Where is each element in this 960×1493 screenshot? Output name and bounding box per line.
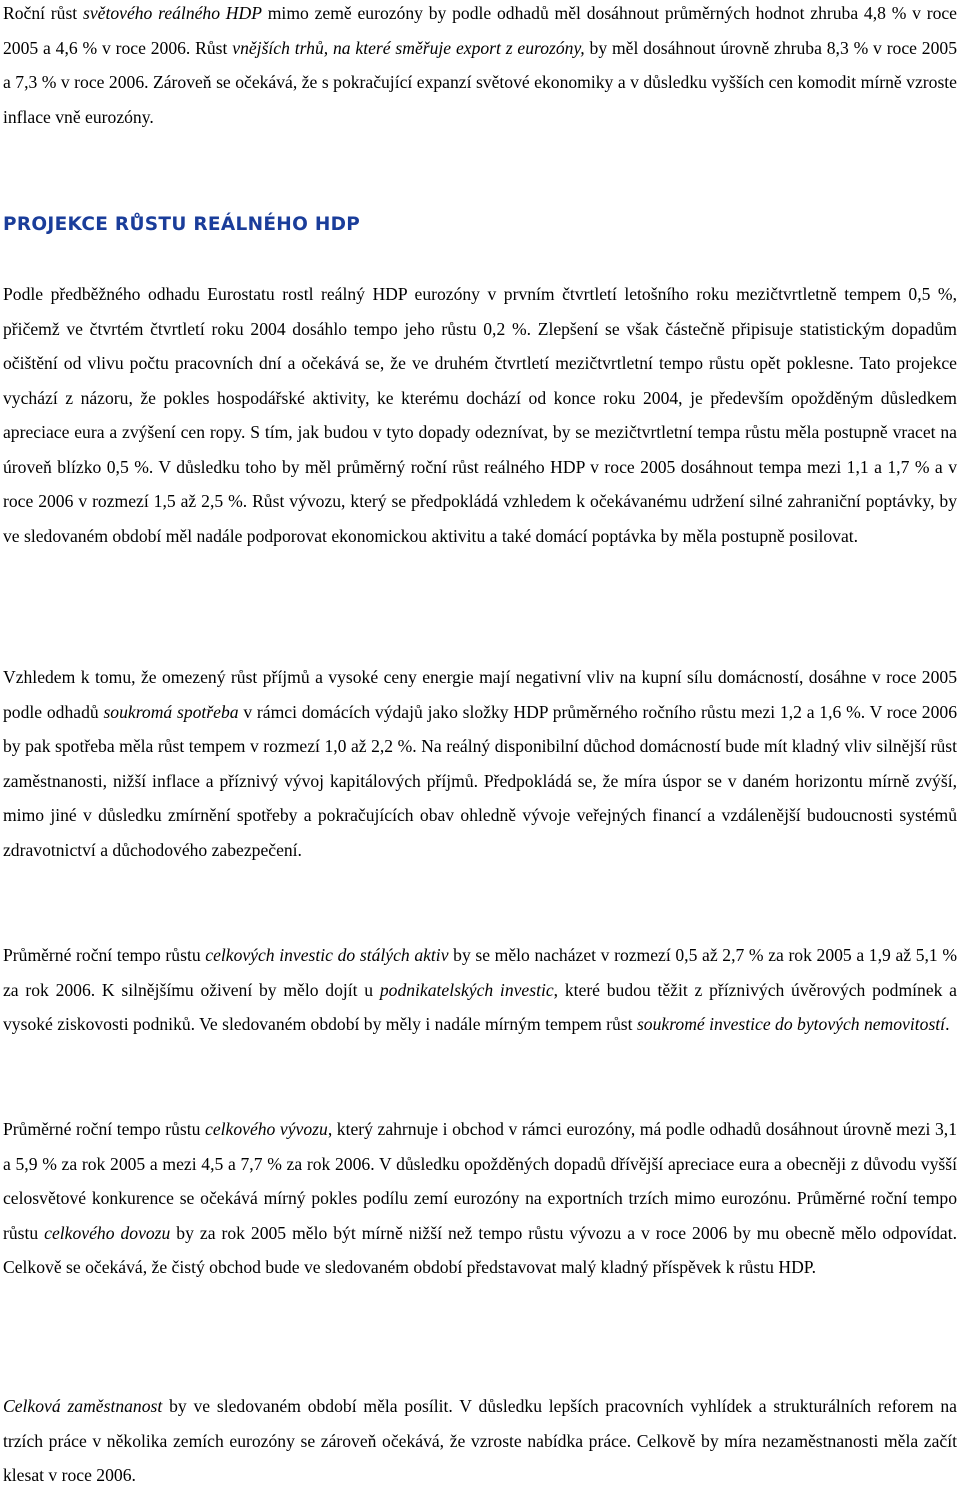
text-run: by za rok 2005 mělo být mírně nižší než tempo růstu vývozu a v roce 2006 by mu obecně mělo odpovídat. Celkově se očekává, že čistý obchod bude ve sledovaném období představovat malý kladný příspěvek k růstu HDP.	[3, 1222, 957, 1277]
text-run: Průměrné roční tempo růstu	[3, 1119, 206, 1139]
paragraph-employment	[3, 1389, 957, 1493]
text-run: Podle předběžného odhadu Eurostatu rostl reálný HDP eurozóny v prvním čtvrtletí letošního roku mezičtvrtletně tempem 0,5 %, přičemž ve čtvrtém čtvrtletí roku 2004 dosáhlo tempo jeho růstu 0,2 %. Zlepšení se však částečně připisuje statistickým dopadům očištění od vlivu počtu pracovních dní a očekává se, že ve druhém čtvrtletí mezičtvrtletní tempo růstu opět poklesne. Tato projekce vychází z názoru, že pokles hospodářské aktivity, ke kterému dochází od konce roku 2004, je především opožděným důsledkem apreciace eura a zvýšení cen ropy. S tím, jak budou v tyto dopady odeznívat, by se mezičtvrtletní tempa růstu měla postupně vracet na úroveň blízko 0,5 %. V důsledku toho by měl průměrný roční růst reálného HDP v roce 2005 dosáhnout tempa mezi 1,1 a 1,7 % a v roce 2006 v rozmezí 1,5 až 2,5 %. Růst vývozu, který se předpokládá vzhledem k očekávanému udržení silné zahraniční poptávky, by ve sledovaném období měl nadále podporovat ekonomickou aktivitu a také domácí poptávka by měla postupně posilovat.	[3, 284, 957, 546]
text-run: by měl dosáhnout úrovně zhruba 8,3 % v roce 2005 a 7,3 % v roce 2006. Zároveň se očekává, že s pokračující expanzí světové ekonomiky a v důsledku vyšších cen komodit mírně vzroste inflace vně eurozóny.	[3, 37, 957, 127]
italic-term: celkového dovozu	[44, 1222, 171, 1243]
text-run: by se mělo nacházet v rozmezí 0,5 až 2,7 % za rok 2005 a 1,9 až 5,1 % za rok 2006. K silnějšímu oživení by mělo dojít u	[3, 945, 957, 1000]
paragraph-private-consumption	[3, 660, 957, 867]
paragraph-gdp-projection	[3, 277, 957, 553]
text-run: Průměrné roční tempo růstu	[3, 945, 206, 965]
italic-term: Celková zaměstnanost	[3, 1396, 163, 1416]
italic-term: vnějších trhů, na které směřuje export z eurozóny,	[232, 37, 585, 58]
italic-term: soukromé investice do bytových nemovitostí	[636, 1014, 946, 1034]
text-run: , který zahrnuje i obchod v rámci eurozóny, má podle odhadů dosáhnout úrovně mezi 3,1 a 5,9 % za rok 2005 a mezi 4,5 a 7,7 % za rok 2006. V důsledku opožděných dopadů dřívější apreciace eura a obecněji z důvodu vyšší celosvětové konkurence se očekává mírný pokles podílu zemí eurozóny na exportních trzích mimo eurozónu. Průměrné roční tempo růstu	[3, 1119, 957, 1243]
paragraph-world-gdp	[3, 0, 957, 134]
italic-term: soukromá spotřeba	[103, 701, 239, 722]
text-run: Vzhledem k tomu, že omezený růst příjmů a vysoké ceny energie mají negativní vliv na kupní sílu domácností, dosáhne v roce 2005 podle odhadů	[3, 667, 957, 722]
section-heading: PROJEKCE RŮSTU REÁLNÉHO HDP	[3, 214, 361, 235]
text-run: mimo země eurozóny by podle odhadů měl dosáhnout průměrných hodnot zhruba 4,8 % v roce 2005 a 4,6 % v roce 2006. Růst	[3, 3, 957, 58]
paragraph-exports	[3, 1112, 957, 1285]
text-run: Roční růst	[3, 3, 83, 23]
text-run: by ve sledovaném období měla posílit. V důsledku lepších pracovních vyhlídek a strukturálních reforem na trzích práce v několika zemích eurozóny se zároveň očekává, že vzroste nabídka práce. Celkově by míra nezaměstnanosti měla začít klesat v roce 2006.	[3, 1396, 957, 1485]
italic-term: celkových investic do stálých aktiv	[205, 945, 449, 965]
italic-term: celkového vývozu	[205, 1119, 328, 1139]
text-run: .	[945, 1014, 950, 1034]
italic-term: podnikatelských investic	[379, 979, 554, 1000]
text-run: , které budou těžit z příznivých úvěrových podmínek a vysoké ziskovosti podniků. Ve sledovaném období by měly i nadále mírným tempem růst	[3, 979, 957, 1034]
text-run: v rámci domácích výdajů jako složky HDP průměrného ročního růstu mezi 1,2 a 1,6 %. V roce 2006 by pak spotřeba měla růst tempem v rozmezí 1,0 až 2,2 %. Na reálný disponibilní důchod domácností bude mít kladný vliv silnější růst zaměstnanosti, nižší inflace a příznivý vývoj kapitálových příjmů. Předpokládá se, že míra úspor se v daném horizontu mírně zvýší, mimo jiné v důsledku zmírnění spotřeby a pokračujících obav ohledně vývoje veřejných financí a vzdálenější budoucnosti systémů zdravotnictví a důchodového zabezpečení.	[3, 701, 957, 860]
paragraph-investment	[3, 938, 957, 1042]
italic-term: světového reálného HDP	[82, 3, 262, 23]
